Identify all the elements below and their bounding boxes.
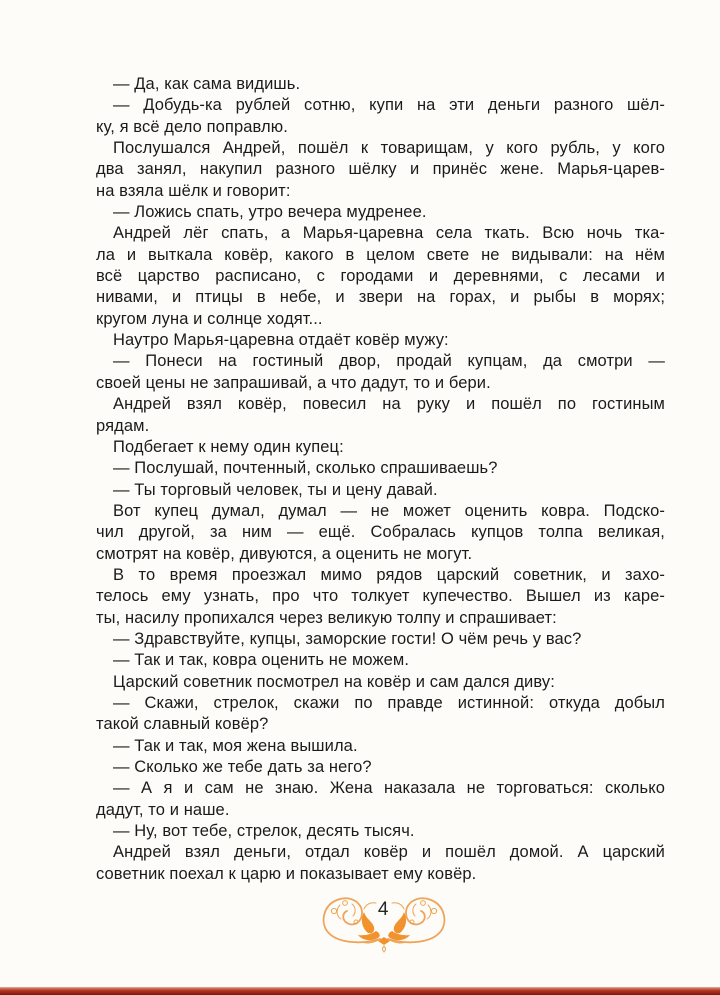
text-line: — Ты торговый человек, ты и цену давай. [113, 480, 438, 499]
text-line: — Скажи, стрелок, скажи по правде истинной: откуда добыл [113, 693, 665, 712]
text-line: чил другой, за ним — ещё. Собралась купцов толпа великая, [96, 523, 665, 542]
paragraph [96, 650, 665, 671]
paragraph [96, 757, 665, 778]
text-line: Царский советник посмотрел на ковёр и сам дался диву: [113, 672, 555, 691]
paragraph [96, 672, 665, 693]
page-footer [318, 891, 450, 953]
paragraph [96, 842, 665, 885]
paragraph [96, 202, 665, 223]
text-line: Наутро Марья-царевна отдаёт ковёр мужу: [113, 331, 449, 350]
text-line: на взяла шёлк и говорит: [96, 181, 291, 200]
text-line: своей цены не запрашивай, а что дадут, то и бери. [96, 373, 491, 392]
text-line: — Так и так, ковра оценить не можем. [113, 651, 410, 670]
text-block [96, 74, 665, 885]
paragraph [96, 351, 665, 394]
text-line: — Сколько же тебе дать за него? [113, 758, 372, 776]
text-line: — Да, как сама видишь. [113, 75, 301, 93]
paragraph [96, 437, 665, 458]
text-line: рядам. [96, 416, 150, 435]
text-line: всё царство расписано, с городами и деревнями, с лесами и [96, 267, 665, 286]
text-line: телось ему узнать, про что толкует купечество. Вышел из каре- [96, 587, 665, 606]
paragraph [96, 458, 665, 479]
text-line: Послушался Андрей, пошёл к товарищам, у кого рубль, у кого [113, 139, 665, 158]
text-line: — А я и сам не знаю. Жена наказала не торговаться: сколько [113, 779, 665, 798]
paragraph [96, 138, 665, 202]
text-line: Андрей взял деньги, отдал ковёр и пошёл домой. А царский [113, 843, 665, 862]
paragraph [96, 223, 665, 330]
text-line: дадут, то и наше. [96, 800, 230, 819]
text-line: кругом луна и солнце ходят... [96, 309, 323, 328]
paragraph [96, 74, 665, 95]
paragraph [96, 821, 665, 842]
paragraph [96, 629, 665, 650]
text-line: Андрей лёг спать, а Марья-царевна села ткать. Всю ночь тка- [113, 224, 665, 243]
text-line: — Понеси на гостиный двор, продай купцам, да смотри — [113, 352, 665, 371]
text-line: — Ложись спать, утро вечера мудренее. [113, 203, 427, 222]
text-line: Подбегает к нему один купец: [113, 437, 344, 456]
text-line: такой славный ковёр? [96, 715, 269, 734]
text-line: Андрей взял ковёр, повесил на руку и пошёл по гостиным [113, 395, 665, 414]
paragraph [96, 778, 665, 821]
text-line: В то время проезжал мимо рядов царский советник, и захо- [113, 565, 665, 584]
page-number: 4 [377, 899, 389, 920]
paragraph [96, 394, 665, 437]
text-line: — Послушай, почтенный, сколько спрашиваешь? [113, 459, 498, 478]
text-line: Вот купец думал, думал — не может оценить ковра. Подско- [113, 501, 665, 520]
text-line: — Добудь-ка рублей сотню, купи на эти деньги разного шёл- [113, 96, 665, 115]
paragraph [96, 565, 665, 629]
paragraph [96, 693, 665, 736]
text-line: — Здравствуйте, купцы, заморские гости! О чём речь у вас? [113, 629, 582, 648]
paragraph [96, 480, 665, 501]
text-line: ла и выткала ковёр, какого в целом свете не видывали: на нём [96, 245, 665, 264]
text-line: ты, насилу пропихался через великую толпу и спрашивает: [96, 608, 557, 627]
paragraph [96, 95, 665, 138]
text-line: нивами, и птицы в небе, и звери на горах, и рыбы в морях; [96, 288, 665, 307]
text-line: ку, я всё дело поправлю. [96, 117, 288, 136]
page-edge-bar [0, 987, 720, 995]
paragraph [96, 501, 665, 565]
text-line: два занял, накупил разного шёлку и принёс жене. Марья-царев- [96, 160, 665, 179]
text-line: советник поехал к царю и показывает ему ковёр. [96, 864, 477, 883]
paragraph [96, 330, 665, 351]
text-line: — Ну, вот тебе, стрелок, десять тысяч. [113, 822, 415, 841]
text-line: — Так и так, моя жена вышила. [113, 736, 358, 755]
text-line: смотрят на ковёр, дивуются, а оценить не могут. [96, 544, 473, 563]
paragraph [96, 736, 665, 757]
